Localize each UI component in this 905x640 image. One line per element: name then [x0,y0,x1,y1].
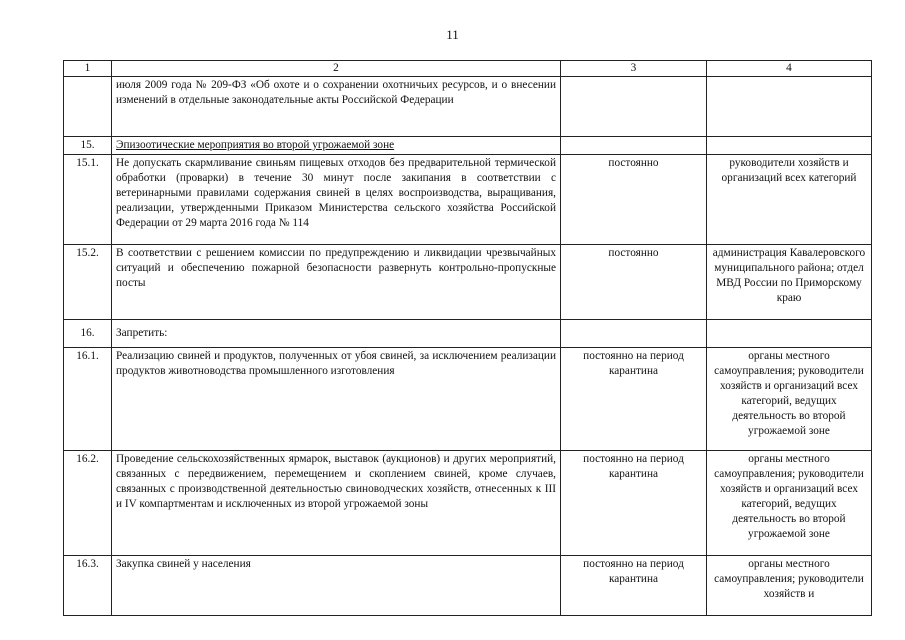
table-row [64,155,872,245]
page-number: 11 [446,27,459,42]
item-responsible [707,77,872,137]
item-number: 15.1. [64,155,112,245]
item-responsible: органы местного самоуправления; руководители хозяйств и организаций всех категорий, ведущих деятельность во второй угрожаемой зоне [707,348,872,451]
section-row [64,320,872,348]
column-header: 3 [561,61,707,77]
item-term [561,137,707,155]
item-responsible: органы местного самоуправления; руководители хозяйств и организаций всех категорий, ведущих деятельность во второй угрожаемой зоне [707,451,872,556]
table-row [64,556,872,616]
item-responsible: администрация Кавалеровского муниципального района; отдел МВД России по Приморскому краю [707,245,872,320]
item-number: 16.1. [64,348,112,451]
section-number: 15. [64,137,112,155]
item-number: 16.3. [64,556,112,616]
table-row [64,77,872,137]
table-header-row [64,61,872,77]
table-row [64,348,872,451]
section-title: Запретить: [112,320,561,348]
item-term: постоянно на период карантина [561,556,707,616]
measures-table [63,60,872,616]
section-number: 16. [64,320,112,348]
column-header: 2 [112,61,561,77]
item-responsible: руководители хозяйств и организаций всех категорий [707,155,872,245]
item-text: Проведение сельскохозяйственных ярмарок, выставок (аукционов) и других мероприятий, связанных с передвижением, перемещением и скоплением свиней, кроме случаев, связанных с производственной деятельностью свиноводческих хозяйств, отнесенных к III и IV компартментам и исключенных из второй угрожаемой зоны [112,451,561,556]
item-term: постоянно [561,155,707,245]
section-title: Эпизоотические мероприятия во второй угрожаемой зоне [112,137,561,155]
item-responsible: органы местного самоуправления; руководители хозяйств и [707,556,872,616]
item-text: В соответствии с решением комиссии по предупреждению и ликвидации чрезвычайных ситуаций и обеспечению пожарной безопасности развернуть контрольно-пропускные посты [112,245,561,320]
table-row [64,451,872,556]
item-term: постоянно на период карантина [561,348,707,451]
section-row [64,137,872,155]
item-responsible [707,320,872,348]
column-header: 1 [64,61,112,77]
item-term: постоянно [561,245,707,320]
item-term: постоянно на период карантина [561,451,707,556]
item-text: Закупка свиней у населения [112,556,561,616]
item-term [561,320,707,348]
item-text: Не допускать скармливание свиньям пищевых отходов без предварительной термической обработки (проварки) в течение 30 минут после закипания в соответствии с ветеринарными правилами содержания свиней в целях воспроизводства, выращивания, реализации, утвержденными Приказом Министерства сельского хозяйства Российской Федерации от 29 марта 2016 года № 114 [112,155,561,245]
item-text: июля 2009 года № 209-ФЗ «Об охоте и о сохранении охотничьих ресурсов, и о внесении изменений в отдельные законодательные акты Российской Федерации [112,77,561,137]
item-text: Реализацию свиней и продуктов, полученных от убоя свиней, за исключением реализации продуктов животноводства промышленного изготовления [112,348,561,451]
item-term [561,77,707,137]
item-number [64,77,112,137]
item-number: 15.2. [64,245,112,320]
table-row [64,245,872,320]
column-header: 4 [707,61,872,77]
item-responsible [707,137,872,155]
item-number: 16.2. [64,451,112,556]
